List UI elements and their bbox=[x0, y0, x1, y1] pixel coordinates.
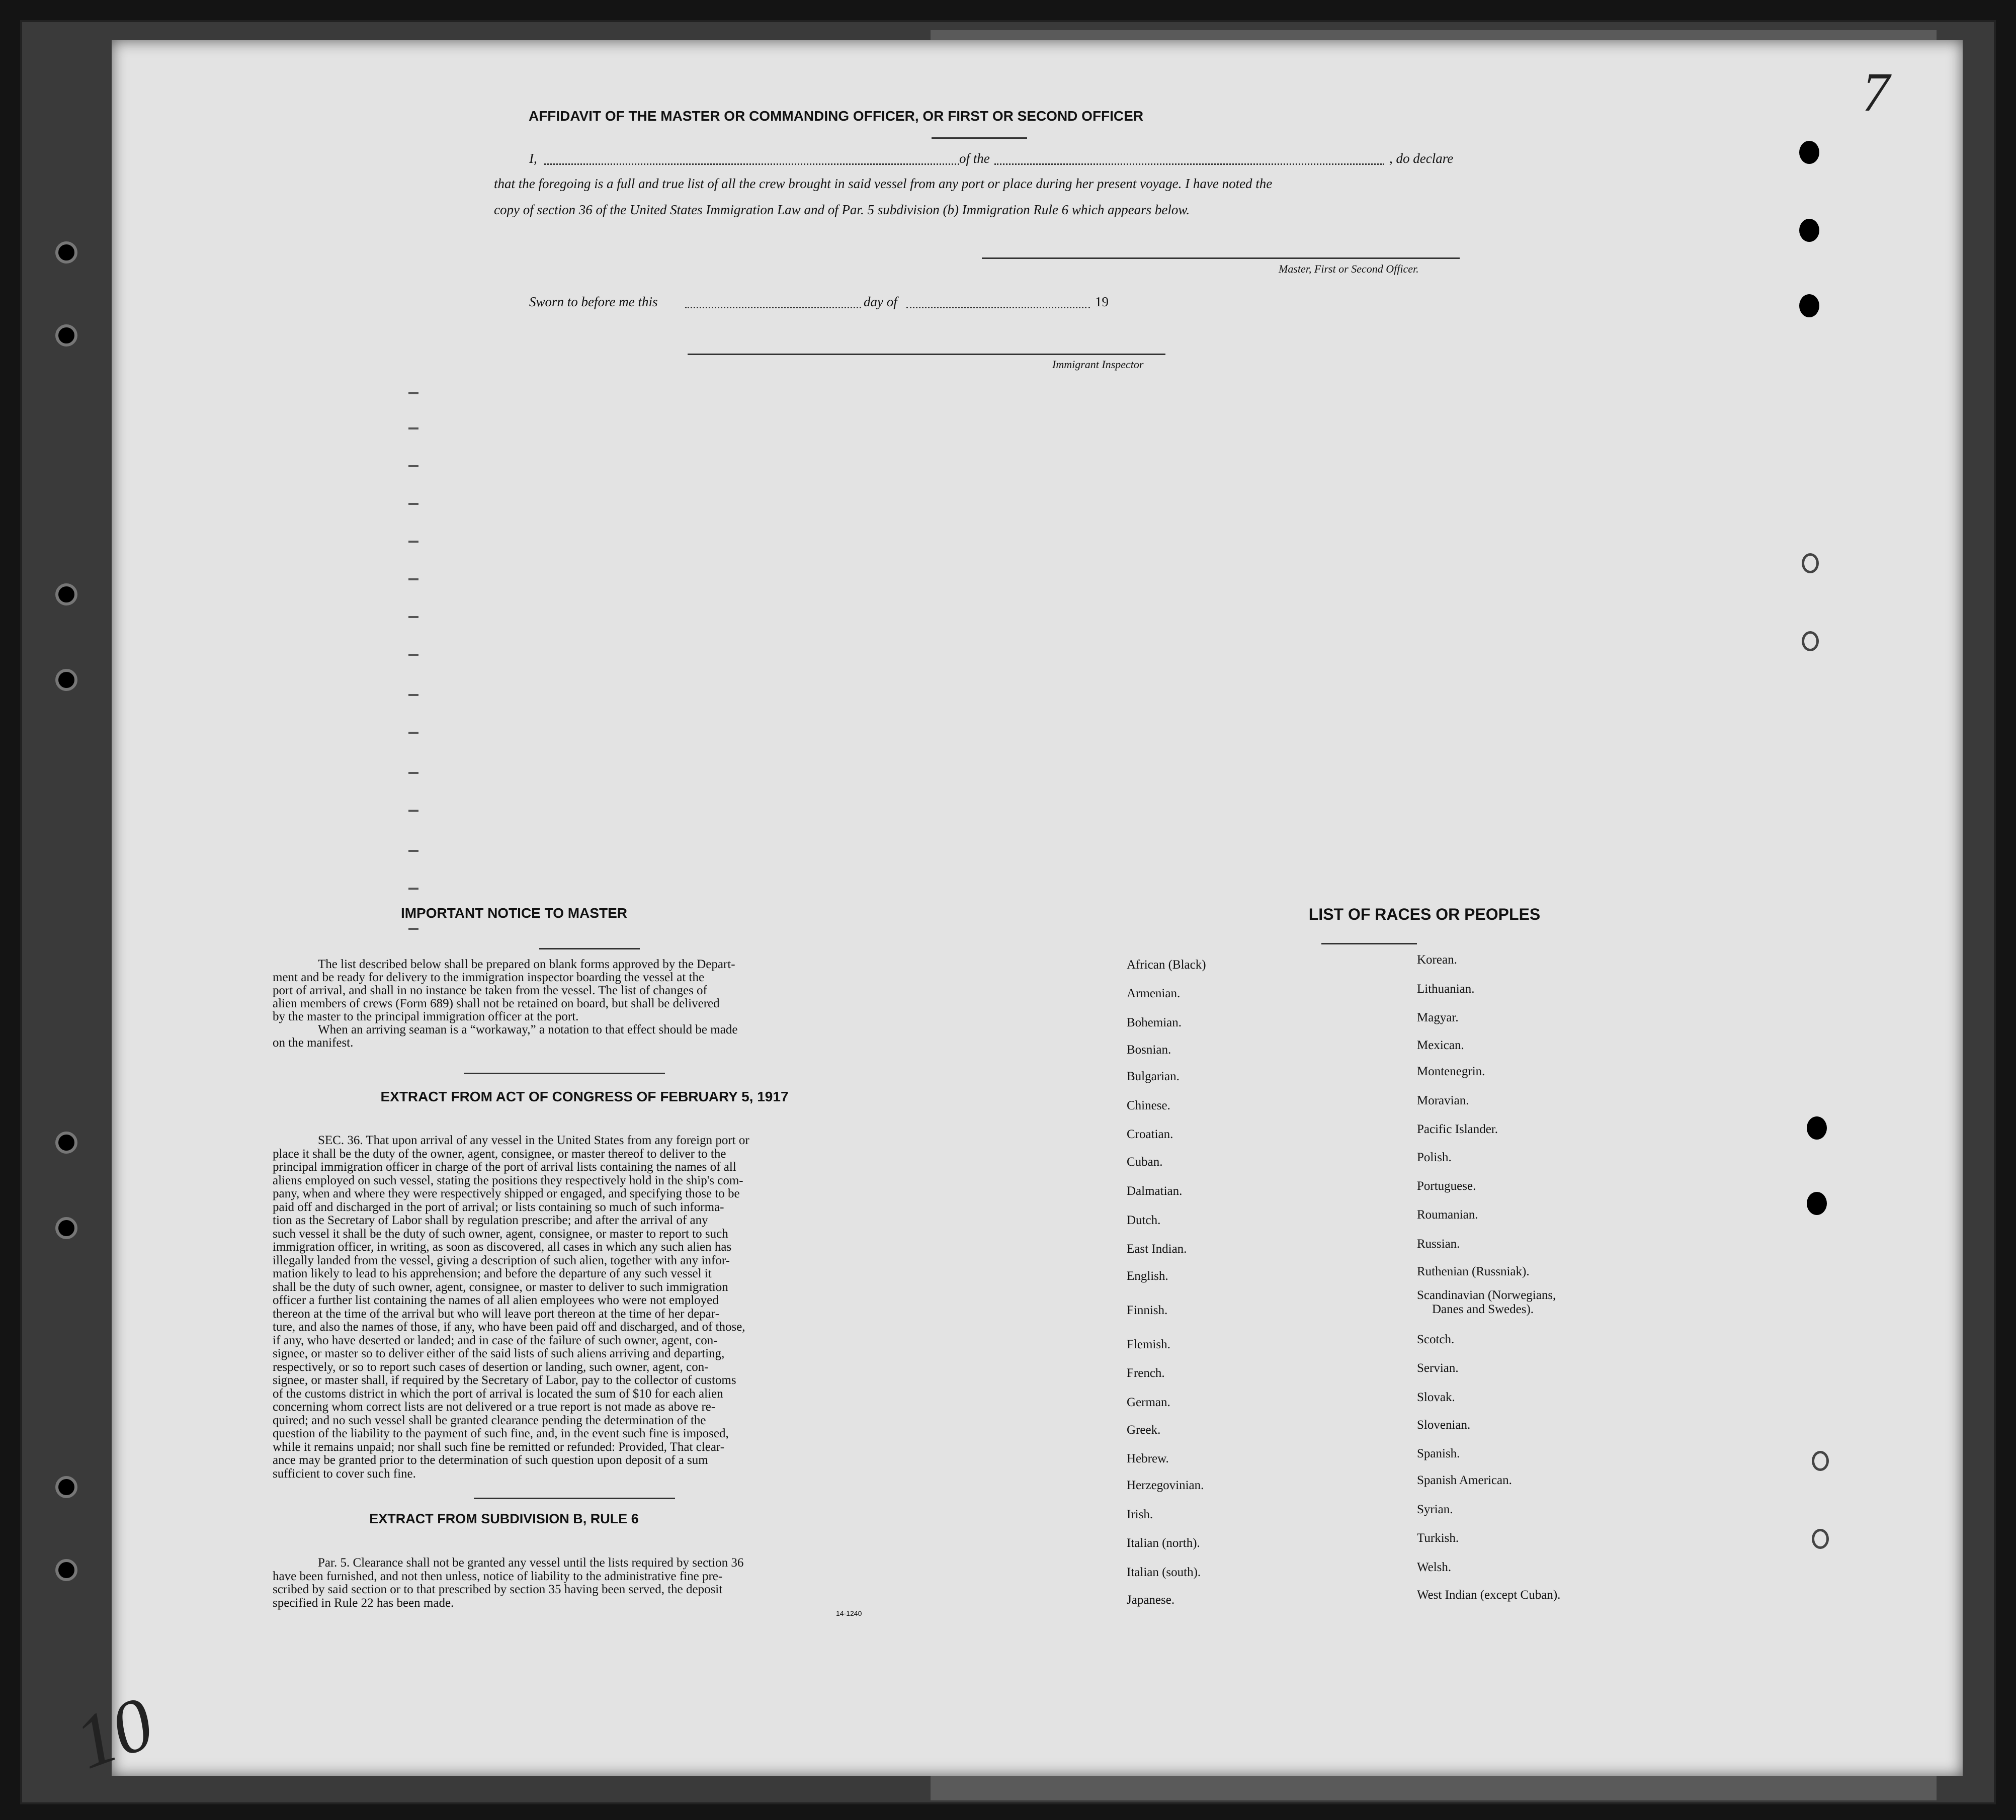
binder-hole bbox=[55, 583, 77, 605]
act-line: immigration officer, in writing, as soon as discovered, all cases in which any such alien has bbox=[273, 1240, 732, 1254]
extract-rule-text bbox=[273, 1556, 896, 1610]
name-blank bbox=[544, 163, 959, 165]
race-item: Flemish. bbox=[1127, 1338, 1170, 1351]
race-item: Japanese. bbox=[1127, 1593, 1175, 1607]
rule-line: have been furnished, and not then unless, notice of liability to the administrative fine pre- bbox=[273, 1569, 723, 1583]
row-dash bbox=[408, 928, 418, 930]
divider bbox=[1321, 943, 1417, 944]
race-item: Slovenian. bbox=[1417, 1418, 1471, 1432]
race-item: Roumanian. bbox=[1417, 1208, 1478, 1222]
race-item: Chinese. bbox=[1127, 1099, 1170, 1112]
row-dash bbox=[408, 392, 418, 394]
race-item: Herzegovinian. bbox=[1127, 1479, 1204, 1492]
handwritten-page-number: 7 bbox=[1862, 61, 1890, 123]
punch-hole bbox=[1799, 294, 1819, 317]
race-item: Dutch. bbox=[1127, 1214, 1161, 1227]
race-item: German. bbox=[1127, 1396, 1170, 1409]
notice-line: When an arriving seaman is a “workaway,” a notation to that effect should be made bbox=[318, 1023, 738, 1036]
punch-hole bbox=[1807, 1116, 1827, 1140]
row-dash bbox=[408, 541, 418, 543]
act-line: SEC. 36. That upon arrival of any vessel in the United States from any foreign port or bbox=[318, 1134, 749, 1147]
notice-heading: IMPORTANT NOTICE TO MASTER bbox=[400, 905, 628, 921]
document-page bbox=[64, 40, 1963, 1785]
race-item: Lithuanian. bbox=[1417, 982, 1475, 996]
race-item: Bulgarian. bbox=[1127, 1070, 1180, 1083]
act-line: principal immigration officer in charge of the port of arrival lists containing the names of all bbox=[273, 1160, 736, 1174]
punch-hole bbox=[1812, 1451, 1829, 1471]
act-line: signee, or master so to deliver either of the said lists of such aliens arriving and departing, bbox=[273, 1347, 725, 1360]
rule-line: Par. 5. Clearance shall not be granted any vessel until the lists required by section 36 bbox=[318, 1556, 744, 1570]
race-item: Pacific Islander. bbox=[1417, 1122, 1498, 1136]
punch-hole bbox=[1812, 1529, 1829, 1549]
race-item: Scandinavian (Norwegians, bbox=[1417, 1288, 1556, 1302]
row-dash bbox=[408, 503, 418, 505]
binder-hole bbox=[55, 324, 77, 346]
act-line: such vessel it shall be the duty of such owner, agent, consignee, or master to report to such bbox=[273, 1227, 728, 1241]
day-of-label: day of bbox=[864, 294, 897, 309]
race-item: Turkish. bbox=[1417, 1531, 1459, 1545]
notice-line: by the master to the principal immigration officer at the port. bbox=[273, 1010, 579, 1023]
race-item: Scotch. bbox=[1417, 1333, 1455, 1346]
binder-hole bbox=[55, 1217, 77, 1239]
race-item: Cuban. bbox=[1127, 1155, 1163, 1169]
race-item: Polish. bbox=[1417, 1151, 1452, 1164]
rule-line: specified in Rule 22 has been made. bbox=[273, 1596, 454, 1610]
act-line: if any, who have deserted or landed; and in case of the failure of such owner, agent, con- bbox=[273, 1333, 718, 1347]
row-dash bbox=[408, 888, 418, 890]
act-line: of the customs district in which the port of arrival is located the sum of $10 for each alien bbox=[273, 1386, 723, 1401]
notice-text bbox=[273, 958, 896, 1050]
notice-line: The list described below shall be prepared on blank forms approved by the Depart- bbox=[318, 958, 735, 971]
form-number: 14-1240 bbox=[836, 1609, 862, 1617]
race-item: Korean. bbox=[1417, 953, 1457, 967]
act-line: quired; and no such vessel shall be granted clearance pending the determination of the bbox=[273, 1413, 706, 1427]
punch-hole bbox=[1799, 219, 1819, 242]
punch-hole bbox=[1799, 141, 1819, 164]
sworn-month-blank bbox=[906, 307, 1090, 308]
row-dash bbox=[408, 465, 418, 467]
signature-caption: Master, First or Second Officer. bbox=[1279, 263, 1419, 275]
punch-hole bbox=[1802, 631, 1819, 651]
act-line: illegally landed from the vessel, giving a description of such alien, together with any infor- bbox=[273, 1253, 730, 1267]
act-line: officer a further list containing the names of all alien employees who were not employed bbox=[273, 1293, 719, 1307]
row-dash bbox=[408, 616, 418, 618]
act-line: place it shall be the duty of the owner, agent, consignee, or master thereof to deliver to the bbox=[273, 1147, 726, 1161]
row-dash bbox=[408, 732, 418, 734]
binder-hole bbox=[55, 1559, 77, 1581]
notice-line: port of arrival, and shall in no instance be taken from the vessel. The list of changes of bbox=[273, 984, 707, 997]
act-line: paid off and discharged in the port of arrival; or lists containing so much of such informa- bbox=[273, 1200, 724, 1214]
act-line: question of the liability to the payment of such fine, and, in the event such fine is imposed, bbox=[273, 1427, 729, 1440]
row-dash bbox=[408, 850, 418, 852]
affidavit-i-label: I, bbox=[529, 151, 537, 166]
sworn-day-blank bbox=[685, 307, 861, 308]
affidavit-declare-label: , do declare bbox=[1389, 151, 1454, 166]
race-item: Bohemian. bbox=[1127, 1016, 1182, 1029]
row-dash bbox=[408, 427, 418, 429]
sworn-label: Sworn to before me this bbox=[529, 294, 658, 309]
race-item: Syrian. bbox=[1417, 1503, 1453, 1516]
race-item: Montenegrin. bbox=[1417, 1065, 1485, 1078]
race-item: Ruthenian (Russniak). bbox=[1417, 1265, 1530, 1278]
row-dash bbox=[408, 810, 418, 812]
race-item: Welsh. bbox=[1417, 1561, 1452, 1574]
affidavit-of-the-label: of the bbox=[959, 151, 990, 166]
race-item: Russian. bbox=[1417, 1237, 1460, 1251]
race-item: Danes and Swedes). bbox=[1432, 1303, 1534, 1316]
race-item: Hebrew. bbox=[1127, 1452, 1169, 1465]
act-line: signee, or master shall, if required by the Secretary of Labor, pay to the collector of customs bbox=[273, 1373, 736, 1387]
handwritten-mark: 10 bbox=[64, 1681, 164, 1785]
act-line: ture, and also the names of those, if any, who have been paid off and discharged, and of those, bbox=[273, 1320, 745, 1334]
notice-line: ment and be ready for delivery to the immigration inspector boarding the vessel at the bbox=[273, 971, 705, 984]
act-line: concerning whom correct lists are not delivered or a true report is not made as above re- bbox=[273, 1400, 716, 1414]
inspector-signature-line bbox=[688, 354, 1165, 355]
divider bbox=[464, 1073, 665, 1074]
act-line: ance may be granted prior to the determination of such question upon deposit of a sum bbox=[273, 1453, 708, 1467]
race-item: West Indian (except Cuban). bbox=[1417, 1588, 1561, 1602]
race-item: Finnish. bbox=[1127, 1304, 1168, 1317]
extract-act-text bbox=[273, 1134, 896, 1481]
race-item: Moravian. bbox=[1417, 1094, 1469, 1107]
rule-line: scribed by said section or to that prescribed by section 35 having been served, the deposit bbox=[273, 1583, 723, 1596]
vessel-blank bbox=[994, 163, 1384, 165]
race-item: Italian (north). bbox=[1127, 1536, 1200, 1550]
punch-hole bbox=[1802, 553, 1819, 573]
act-line: tion as the Secretary of Labor shall by regulation prescribe; and after the arrival of any bbox=[273, 1214, 708, 1227]
race-item: Slovak. bbox=[1417, 1391, 1455, 1404]
race-item: Irish. bbox=[1127, 1508, 1153, 1521]
act-line: shall be the duty of such owner, agent, consignee, or master to deliver to such immigration bbox=[273, 1280, 728, 1294]
race-item: Dalmatian. bbox=[1127, 1184, 1183, 1198]
binder-hole bbox=[55, 241, 77, 264]
punch-hole bbox=[1807, 1192, 1827, 1215]
race-item: Armenian. bbox=[1127, 987, 1181, 1000]
row-dash bbox=[408, 772, 418, 774]
divider bbox=[539, 948, 640, 949]
row-dash bbox=[408, 694, 418, 696]
extract-act-heading: EXTRACT FROM ACT OF CONGRESS OF FEBRUARY 5, 1917 bbox=[380, 1089, 789, 1104]
race-item: Magyar. bbox=[1417, 1011, 1459, 1024]
race-item: English. bbox=[1127, 1269, 1168, 1283]
act-line: pany, when and where they were respectively shipped or engaged, and specifying those to be bbox=[273, 1187, 740, 1200]
row-dash bbox=[408, 654, 418, 656]
act-line: aliens employed on such vessel, stating the positions they respectively hold in the ship's com- bbox=[273, 1173, 743, 1187]
act-line: mation likely to lead to his apprehension; and before the departure of any such vessel it bbox=[273, 1267, 712, 1280]
race-item: Bosnian. bbox=[1127, 1043, 1171, 1057]
signature-line bbox=[982, 257, 1460, 259]
year-prefix: 19 bbox=[1095, 294, 1109, 309]
notice-line: on the manifest. bbox=[273, 1036, 354, 1050]
act-line: sufficient to cover such fine. bbox=[273, 1466, 416, 1481]
race-item: Greek. bbox=[1127, 1423, 1161, 1437]
binder-hole bbox=[55, 1476, 77, 1498]
divider bbox=[474, 1498, 675, 1499]
races-heading: LIST OF RACES OR PEOPLES bbox=[1308, 905, 1541, 923]
race-item: French. bbox=[1127, 1366, 1165, 1380]
race-item: Mexican. bbox=[1417, 1038, 1464, 1052]
binder-hole bbox=[55, 669, 77, 691]
act-line: respectively, or so to report such cases of desertion or landing, such owner, agent, con- bbox=[273, 1360, 709, 1374]
act-line: while it remains unpaid; nor shall such fine be remitted or refunded: Provided, That clear- bbox=[273, 1440, 725, 1454]
inspector-caption: Immigrant Inspector bbox=[1052, 358, 1144, 371]
row-dash bbox=[408, 578, 418, 580]
race-item: Portuguese. bbox=[1417, 1179, 1476, 1193]
affidavit-heading: AFFIDAVIT OF THE MASTER OR COMMANDING OFFICER, OR FIRST OR SECOND OFFICER bbox=[528, 108, 1144, 124]
affidavit-text-line: that the foregoing is a full and true list of all the crew brought in said vessel from any port or place during her present voyage. I have noted the bbox=[494, 176, 1273, 191]
race-item: Spanish American. bbox=[1417, 1474, 1512, 1487]
divider bbox=[932, 137, 1027, 139]
binder-hole bbox=[55, 1132, 77, 1154]
act-line: thereon at the time of the arrival but who will leave port thereon at the time of her depar- bbox=[273, 1307, 720, 1321]
race-item: Servian. bbox=[1417, 1361, 1459, 1375]
race-item: Croatian. bbox=[1127, 1128, 1173, 1141]
affidavit-text-line: copy of section 36 of the United States Immigration Law and of Par. 5 subdivision (b) Immigration Rule 6 which appears below. bbox=[494, 202, 1190, 217]
extract-rule-heading: EXTRACT FROM SUBDIVISION B, RULE 6 bbox=[369, 1511, 639, 1526]
race-item: African (Black) bbox=[1127, 958, 1206, 972]
race-item: Italian (south). bbox=[1127, 1566, 1201, 1579]
race-item: Spanish. bbox=[1417, 1447, 1460, 1460]
notice-line: alien members of crews (Form 689) shall not be retained on board, but shall be delivered bbox=[273, 997, 720, 1010]
race-item: East Indian. bbox=[1127, 1242, 1187, 1256]
